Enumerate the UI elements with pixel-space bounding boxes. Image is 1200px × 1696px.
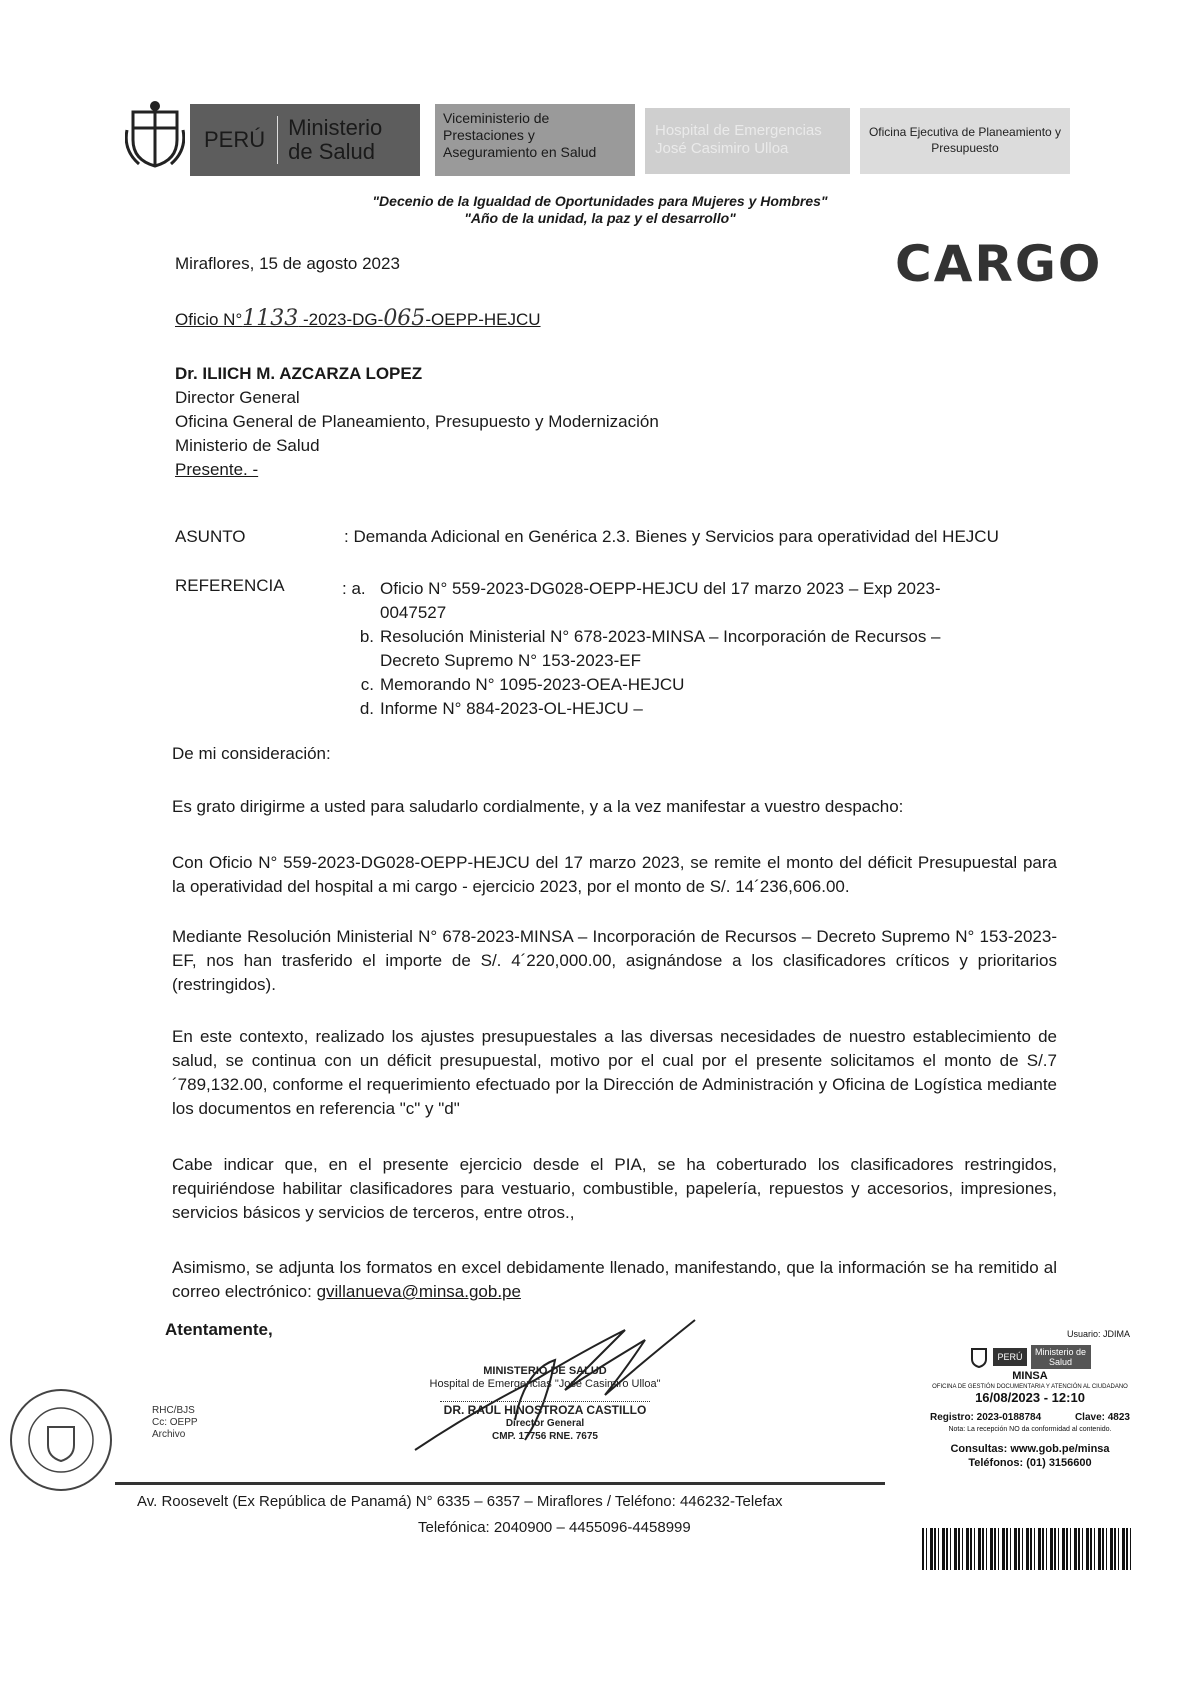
recipient-name: Dr. ILIICH M. AZCARZA LOPEZ [175, 364, 423, 383]
ref-text: Informe N° 884-2023-OL-HEJCU – [380, 699, 643, 718]
footer-divider [115, 1482, 885, 1485]
peru-coat-of-arms-icon [969, 1346, 989, 1368]
ref-letter: : a. [342, 579, 366, 598]
reception-reg-row [930, 1411, 1130, 1425]
referencia-label: REFERENCIA [175, 576, 285, 595]
motto-line-1: "Decenio de la Igualdad de Oportunidades para Mujeres y Hombres" [372, 193, 828, 209]
ref-text: Resolución Ministerial N° 678-2023-MINSA – Incorporación de Recursos – [380, 627, 941, 646]
paragraph-6 [172, 1256, 1057, 1304]
paragraph-2: Con Oficio N° 559-2023-DG028-OEPP-HEJCU del 17 marzo 2023, se remite el monto del déficit Presupuestal para la operatividad del hospital a mi cargo - ejercicio 2023, por el monto de S/. 14´236,606.00. [172, 853, 1057, 896]
oficio-middle: -2023-DG- [303, 310, 384, 329]
paragraph-1: Es grato dirigirme a usted para saludarlo cordialmente, y a la vez manifestar a vuestro despacho: [172, 797, 904, 816]
reception-minsa: MINSA [1012, 1370, 1048, 1382]
reception-datetime: 16/08/2023 - 12:10 [975, 1390, 1085, 1405]
signature-stamp [410, 1365, 680, 1443]
closing: Atentamente, [165, 1320, 273, 1339]
ref-cont: 0047527 [380, 603, 447, 622]
footer-address: Av. Roosevelt (Ex República de Panamá) N° 6335 – 6357 – Miraflores / Teléfono: 446232-Telefax [137, 1493, 783, 1510]
signature-role: Director General [505, 1418, 585, 1429]
oficio-number-handwritten: 1133 [242, 306, 299, 331]
oficio-number [175, 307, 541, 332]
reception-registro: Registro: 2023-0188784 [930, 1412, 1042, 1423]
asunto-label: ASUNTO [175, 527, 246, 546]
oficio-prefix: Oficio N° [175, 310, 243, 329]
signature-hospital: Hospital de Emergencias "José Casimiro Ulloa" [429, 1378, 661, 1390]
initials-line-3: Archivo [152, 1429, 186, 1440]
reception-clave: Clave: 4823 [1074, 1412, 1130, 1423]
reception-logo [930, 1345, 1130, 1369]
ministerio-line: Ministerio [288, 115, 383, 140]
ref-letter: b. [359, 627, 374, 646]
referencia-list [342, 577, 962, 721]
hospital-label: Hospital de Emergencias José Casimiro Ulloa [645, 108, 850, 174]
date-line: Miraflores, 15 de agosto 2023 [175, 254, 400, 273]
recipient-title: Director General [175, 388, 300, 407]
viceministerio-label: Viceministerio de Prestaciones y Aseguramiento en Salud [435, 104, 635, 176]
list-item [342, 697, 962, 721]
oficio-suffix: -OEPP-HEJCU [425, 310, 541, 329]
paragraph-5: Cabe indicar que, en el presente ejercicio desde el PIA, se ha coberturado los clasificadores restringidos, requiriéndose habilitar clasificadores para vestuario, combustible, papelería, repuestos y accesorios, impresiones, servicios básicos y servicios de terceros, entre otros., [172, 1155, 1057, 1222]
reception-user: Usuario: JDIMA [1066, 1329, 1130, 1339]
barcode-icon [922, 1528, 1132, 1570]
ref-letter: c. [360, 675, 374, 694]
list-item [342, 625, 962, 673]
reception-consultas: Consultas: www.gob.pe/minsa [950, 1443, 1110, 1455]
oepp-round-seal-icon [6, 1385, 116, 1495]
signature-name: DR. RAÚL HINOSTROZA CASTILLO [440, 1401, 650, 1417]
reception-office: OFICINA DE GESTIÓN DOCUMENTARIA Y ATENCIÓN AL CIUDADANO [932, 1384, 1128, 1390]
oficio-seq-handwritten: 065 [383, 306, 426, 331]
minsa-logo [190, 104, 420, 176]
motto-line-2: "Año de la unidad, la paz y el desarrollo" [464, 210, 736, 226]
motto [250, 193, 950, 227]
list-item [342, 673, 962, 697]
oficina-label: Oficina Ejecutiva de Planeamiento y Presupuesto [860, 108, 1070, 174]
email-link[interactable]: gvillanueva@minsa.gob.pe [316, 1282, 521, 1301]
reception-ministerio: Ministerio de Salud [1031, 1345, 1091, 1369]
paragraph-6-text: Asimismo, se adjunta los formatos en excel debidamente llenado, manifestando, que la información se ha remitido al correo electrónico: [172, 1258, 1057, 1301]
recipient-presente: Presente. - [175, 460, 259, 479]
ref-letter: d. [359, 699, 374, 718]
reception-stamp [930, 1327, 1130, 1470]
initials-block [152, 1405, 198, 1441]
peru-coat-of-arms-icon [125, 100, 185, 170]
recipient-ministry: Ministerio de Salud [175, 436, 320, 455]
ref-text: Memorando N° 1095-2023-OEA-HEJCU [380, 675, 685, 694]
signature-cmp: CMP. 17756 RNE. 7675 [492, 1431, 598, 1442]
list-item [342, 577, 962, 625]
asunto-text: : Demanda Adicional en Genérica 2.3. Bienes y Servicios para operatividad del HEJCU [344, 527, 999, 546]
footer-phones: Telefónica: 2040900 – 4455096-4458999 [418, 1519, 691, 1536]
reception-peru: PERÚ [993, 1348, 1026, 1366]
ministerio-label [278, 116, 382, 164]
signature-ministry: MINISTERIO DE SALUD [483, 1365, 607, 1377]
de-salud-line: de Salud [288, 139, 375, 164]
reception-telefonos: Teléfonos: (01) 3156600 [968, 1457, 1092, 1469]
initials-line-2: Cc: OEPP [152, 1417, 198, 1428]
initials-line-1: RHC/BJS [152, 1405, 195, 1416]
cargo-stamp: CARGO [895, 235, 1103, 293]
greeting: De mi consideración: [172, 744, 331, 763]
recipient-office: Oficina General de Planeamiento, Presupuesto y Modernización [175, 412, 659, 431]
peru-label: PERÚ [190, 116, 278, 164]
reception-nota: Nota: La recepción NO da conformidad al contenido. [948, 1426, 1112, 1433]
paragraph-3: Mediante Resolución Ministerial N° 678-2023-MINSA – Incorporación de Recursos – Decreto Supremo N° 153-2023-EF, nos han trasferido el importe de S/. 4´220,000.00, asignándose a los clasificadores críticos y prioritarios (restringidos). [172, 927, 1057, 994]
ref-cont: Decreto Supremo N° 153-2023-EF [380, 651, 641, 670]
recipient-block [175, 362, 659, 482]
ref-text: Oficio N° 559-2023-DG028-OEPP-HEJCU del 17 marzo 2023 – Exp 2023- [380, 579, 941, 598]
paragraph-4: En este contexto, realizado los ajustes presupuestales a las diversas necesidades de nuestro establecimiento de salud, se continua con un déficit presupuestal, motivo por el cual por el presente solicitamos el monto de S/.7´789,132.00, conforme el requerimiento efectuado por la Dirección de Administración y Oficina de Logística mediante los documentos en referencia "c" y "d" [172, 1027, 1057, 1118]
